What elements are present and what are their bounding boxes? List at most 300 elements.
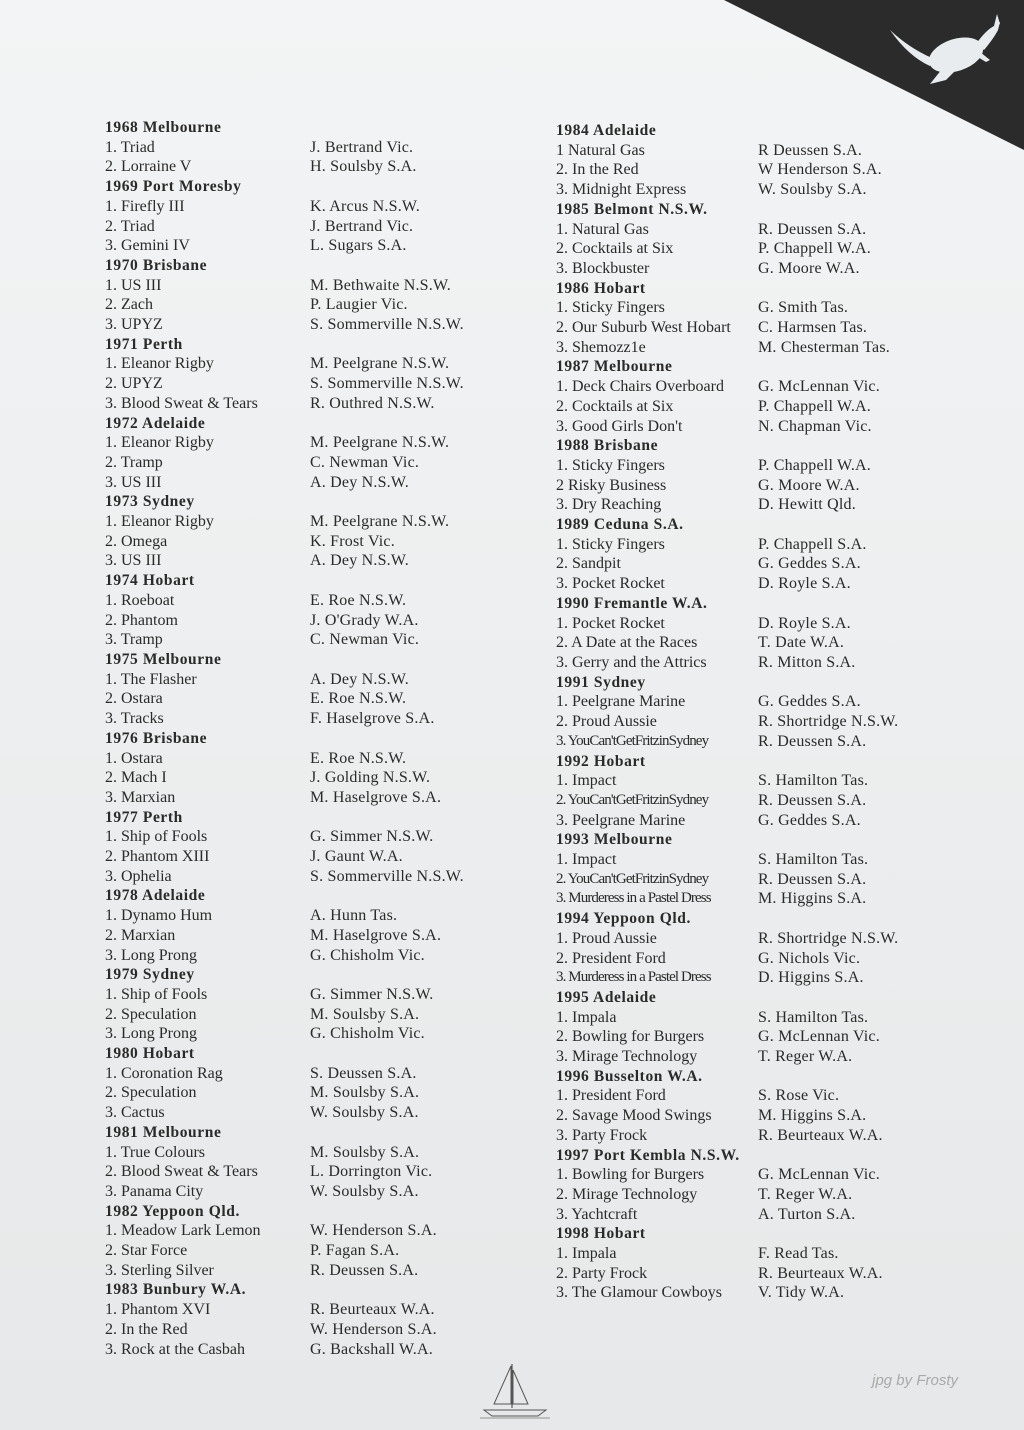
skipper-name: M. Higgins S.A.: [758, 890, 867, 908]
boat-name: 3. Tracks: [105, 710, 164, 728]
skipper-name: G. McLennan Vic.: [758, 1166, 880, 1184]
skipper-name: K. Arcus N.S.W.: [310, 197, 420, 215]
skipper-name: G. Moore W.A.: [758, 476, 860, 494]
boat-name: 3. Marxian: [105, 788, 176, 806]
skipper-name: R. Deussen S.A.: [758, 791, 867, 809]
result-row: [556, 1008, 996, 1028]
skipper-name: E. Roe N.S.W.: [310, 591, 407, 609]
boat-name: 3. US III: [105, 473, 162, 491]
skipper-name: G. McLennan Vic.: [758, 1028, 880, 1046]
boat-name: 1 Natural Gas: [556, 141, 645, 159]
boat-name: 1. Sticky Fingers: [556, 456, 665, 474]
boat-name: 3. YouCan'tGetFritzinSydney: [556, 732, 709, 749]
championship-year-heading: 1975 Melbourne: [105, 650, 222, 668]
boat-name: 2. Cocktails at Six: [556, 397, 674, 415]
skipper-name: S. Deussen S.A.: [310, 1064, 417, 1082]
boat-name: 3. Yachtcraft: [556, 1205, 638, 1223]
skipper-name: S. Rose Vic.: [758, 1087, 840, 1105]
boat-name: 3. Mirage Technology: [556, 1048, 698, 1066]
result-row: [105, 906, 525, 926]
skipper-name: R. Deussen S.A.: [758, 220, 867, 238]
skipper-name: V. Tidy W.A.: [758, 1284, 845, 1302]
result-row: [556, 1165, 996, 1185]
result-row: [556, 554, 996, 574]
result-row: [105, 197, 525, 217]
boat-name: 3. Good Girls Don't: [556, 417, 683, 435]
championship-year-heading: 1991 Sydney: [556, 673, 646, 691]
championship-year-heading: 1989 Ceduna S.A.: [556, 516, 684, 534]
result-row: [556, 771, 996, 791]
result-row: [556, 180, 996, 200]
skipper-name: R. Outhred N.S.W.: [310, 394, 435, 412]
results-column-left: [105, 118, 525, 1359]
skipper-name: G. McLennan Vic.: [758, 378, 880, 396]
boat-name: 3. UPYZ: [105, 316, 163, 334]
boat-name: 2. Mirage Technology: [556, 1185, 698, 1203]
skipper-name: A. Dey N.S.W.: [310, 670, 409, 688]
result-row: [105, 867, 525, 887]
boat-name: 2. Cocktails at Six: [556, 240, 674, 258]
result-row: [105, 749, 525, 769]
championship-year-heading: 1971 Perth: [105, 335, 183, 353]
result-row: [556, 614, 996, 634]
result-row: [556, 338, 996, 358]
boat-name: 1. Impact: [556, 772, 617, 790]
result-row: [556, 791, 996, 811]
skipper-name: W. Soulsby S.A.: [310, 1182, 419, 1200]
championship-year-heading: 1987 Melbourne: [556, 358, 673, 376]
result-row: [556, 574, 996, 594]
boat-name: 1. Eleanor Rigby: [105, 434, 214, 452]
skipper-name: R. Beurteaux W.A.: [758, 1126, 883, 1144]
result-row: [105, 788, 525, 808]
result-row: [105, 827, 525, 847]
championship-year-heading: 1998 Hobart: [556, 1225, 646, 1243]
skipper-name: G. Simmer N.S.W.: [310, 985, 434, 1003]
result-row: [556, 456, 996, 476]
skipper-name: C. Harmsen Tas.: [758, 319, 868, 337]
result-row: [105, 591, 525, 611]
boat-name: 1. US III: [105, 276, 162, 294]
skipper-name: M. Chesterman Tas.: [758, 338, 890, 356]
result-row: [556, 220, 996, 240]
skipper-name: G. Geddes S.A.: [758, 693, 861, 711]
boat-name: 3. Blood Sweat & Tears: [105, 394, 258, 412]
skipper-name: M. Peelgrane N.S.W.: [310, 355, 450, 373]
result-row: [105, 1143, 525, 1163]
boat-name: 3. Long Prong: [105, 946, 197, 964]
championship-year-heading: 1994 Yeppoon Qld.: [556, 910, 691, 928]
boat-name: 3. The Glamour Cowboys: [556, 1284, 722, 1302]
skipper-name: L. Dorrington Vic.: [310, 1163, 433, 1181]
championship-year-heading: 1982 Yeppoon Qld.: [105, 1202, 240, 1220]
result-row: [105, 453, 525, 473]
result-row: [105, 1261, 525, 1281]
result-row: [105, 138, 525, 158]
boat-name: 1. Impact: [556, 851, 617, 869]
skipper-name: R. Beurteaux W.A.: [758, 1264, 883, 1282]
championship-year-heading: 1980 Hobart: [105, 1045, 195, 1063]
result-row: [105, 1340, 525, 1360]
boat-name: 2. Speculation: [105, 1005, 197, 1023]
result-row: [556, 1185, 996, 1205]
boat-name: 3. Rock at the Casbah: [105, 1340, 245, 1358]
boat-name: 3. US III: [105, 552, 162, 570]
boat-name: 2. Tramp: [105, 453, 163, 471]
boat-name: 2. Lorraine V: [105, 158, 192, 176]
championship-year-heading: 1972 Adelaide: [105, 414, 206, 432]
skipper-name: L. Sugars S.A.: [310, 237, 407, 255]
skipper-name: K. Frost Vic.: [310, 532, 395, 550]
championship-year-heading: 1986 Hobart: [556, 279, 646, 297]
skipper-name: W. Soulsby S.A.: [310, 1104, 419, 1122]
skipper-name: P. Chappell W.A.: [758, 397, 871, 415]
skipper-name: D. Higgins S.A.: [758, 969, 864, 987]
result-row: [105, 768, 525, 788]
skipper-name: H. Soulsby S.A.: [310, 158, 417, 176]
result-row: [105, 1241, 525, 1261]
boat-name: 3. Murderess in a Pastel Dress: [556, 890, 711, 907]
result-row: [556, 1047, 996, 1067]
skipper-name: E. Roe N.S.W.: [310, 690, 407, 708]
boat-name: 1. Roeboat: [105, 591, 175, 609]
skipper-name: W. Henderson S.A.: [310, 1222, 437, 1240]
boat-name: 2. Our Suburb West Hobart: [556, 319, 731, 337]
result-row: [556, 298, 996, 318]
skipper-name: P. Fagan S.A.: [310, 1242, 400, 1260]
skipper-name: C. Newman Vic.: [310, 631, 420, 649]
skipper-name: D. Royle S.A.: [758, 614, 851, 632]
result-row: [105, 354, 525, 374]
boat-name: 2. President Ford: [556, 949, 666, 967]
championship-year-heading: 1973 Sydney: [105, 493, 195, 511]
championship-year-heading: 1974 Hobart: [105, 572, 195, 590]
championship-year-heading: 1984 Adelaide: [556, 122, 657, 139]
boat-name: 2. Party Frock: [556, 1264, 648, 1282]
result-row: [556, 1264, 996, 1284]
result-row: [105, 236, 525, 256]
boat-name: 1. Sticky Fingers: [556, 299, 665, 317]
skipper-name: R. Deussen S.A.: [758, 732, 867, 750]
skipper-name: G. Geddes S.A.: [758, 811, 861, 829]
skipper-name: G. Geddes S.A.: [758, 555, 861, 573]
skipper-name: G. Chisholm Vic.: [310, 946, 425, 964]
result-row: [556, 1126, 996, 1146]
boat-name: 2. YouCan'tGetFritzinSydney: [556, 791, 709, 808]
championship-year-heading: 1985 Belmont N.S.W.: [556, 200, 708, 218]
skipper-name: T. Reger W.A.: [758, 1048, 853, 1066]
skipper-name: J. Bertrand Vic.: [310, 217, 414, 235]
boat-name: 2. Bowling for Burgers: [556, 1028, 705, 1046]
skipper-name: M. Haselgrove S.A.: [310, 926, 442, 944]
boat-name: 3. Pocket Rocket: [556, 575, 665, 593]
boat-name: 3. Tramp: [105, 631, 163, 649]
result-row: [556, 1106, 996, 1126]
boat-name: 2. Mach I: [105, 769, 167, 787]
skipper-name: A. Dey N.S.W.: [310, 473, 409, 491]
boat-name: 2. Zach: [105, 296, 153, 314]
skipper-name: G. Nichols Vic.: [758, 949, 861, 967]
boat-name: 2. Savage Mood Swings: [556, 1107, 712, 1125]
skipper-name: S. Sommerville N.S.W.: [310, 867, 464, 885]
championship-year-heading: 1969 Port Moresby: [105, 178, 242, 196]
skipper-name: P. Chappell S.A.: [758, 535, 867, 553]
boat-name: 3. Shemozz1e: [556, 338, 646, 356]
boat-name: 3. Dry Reaching: [556, 496, 662, 514]
championship-year-heading: 1988 Brisbane: [556, 437, 659, 455]
result-row: [105, 1162, 525, 1182]
skipper-name: G. Simmer N.S.W.: [310, 828, 434, 846]
boat-name: 3. Murderess in a Pastel Dress: [556, 969, 711, 986]
skipper-name: D. Royle S.A.: [758, 575, 851, 593]
boat-name: 1. Phantom XVI: [105, 1301, 211, 1319]
result-row: [556, 495, 996, 515]
result-row: [105, 217, 525, 237]
skipper-name: E. Roe N.S.W.: [310, 749, 407, 767]
boat-name: 1. Ship of Fools: [105, 828, 208, 846]
boat-name: 2. Proud Aussie: [556, 713, 657, 731]
boat-name: 3. Sterling Silver: [105, 1261, 214, 1279]
boat-name: 1. Coronation Rag: [105, 1064, 223, 1082]
result-row: [105, 315, 525, 335]
boat-name: 1. President Ford: [556, 1087, 666, 1105]
result-row: [105, 394, 525, 414]
championship-year-heading: 1978 Adelaide: [105, 887, 206, 905]
result-row: [105, 670, 525, 690]
result-row: [556, 929, 996, 949]
result-row: [556, 653, 996, 673]
skipper-name: W Henderson S.A.: [758, 161, 882, 179]
result-row: [556, 968, 996, 988]
boat-name: 1. Meadow Lark Lemon: [105, 1222, 261, 1240]
boat-name: 1. Bowling for Burgers: [556, 1166, 705, 1184]
skipper-name: J. Golding N.S.W.: [310, 769, 431, 787]
skipper-name: C. Newman Vic.: [310, 453, 420, 471]
boat-name: 1. Firefly III: [105, 197, 185, 215]
boat-name: 2. In the Red: [105, 1320, 188, 1338]
result-row: [556, 535, 996, 555]
result-row: [556, 417, 996, 437]
boat-name: 2. Phantom XIII: [105, 848, 210, 866]
boat-name: 1. Natural Gas: [556, 220, 649, 238]
result-row: [556, 870, 996, 890]
result-row: [105, 1182, 525, 1202]
championship-year-heading: 1979 Sydney: [105, 966, 195, 984]
result-row: [556, 318, 996, 338]
skipper-name: W. Soulsby S.A.: [758, 181, 867, 199]
boat-name: 1. Deck Chairs Overboard: [556, 378, 724, 396]
skipper-name: R. Shortridge N.S.W.: [758, 713, 899, 731]
skipper-name: J. Gaunt W.A.: [310, 848, 403, 866]
boat-name: 3. Gemini IV: [105, 237, 190, 255]
skipper-name: M. Bethwaite N.S.W.: [310, 276, 451, 294]
result-row: [556, 1205, 996, 1225]
skipper-name: A. Turton S.A.: [758, 1205, 856, 1223]
result-row: [105, 551, 525, 571]
skipper-name: S. Sommerville N.S.W.: [310, 375, 464, 393]
result-row: [105, 946, 525, 966]
boat-name: 3. Ophelia: [105, 867, 172, 885]
skipper-name: M. Higgins S.A.: [758, 1107, 867, 1125]
boat-name: 1. Impala: [556, 1245, 617, 1263]
championship-year-heading: 1993 Melbourne: [556, 831, 673, 849]
result-row: [105, 473, 525, 493]
boat-name: 2. YouCan'tGetFritzinSydney: [556, 870, 709, 887]
boat-name: 2. In the Red: [556, 161, 639, 179]
skipper-name: S. Hamilton Tas.: [758, 1008, 869, 1026]
result-row: [105, 611, 525, 631]
result-row: [105, 512, 525, 532]
championship-year-heading: 1990 Fremantle W.A.: [556, 594, 708, 612]
result-row: [556, 476, 996, 496]
result-row: [105, 433, 525, 453]
skipper-name: S. Sommerville N.S.W.: [310, 316, 464, 334]
skipper-name: T. Date W.A.: [758, 634, 845, 652]
result-row: [105, 157, 525, 177]
skipper-name: S. Hamilton Tas.: [758, 772, 869, 790]
skipper-name: P. Laugier Vic.: [310, 296, 408, 314]
boat-name: 1. Sticky Fingers: [556, 535, 665, 553]
boat-name: 1. Ship of Fools: [105, 985, 208, 1003]
boat-name: 2. Speculation: [105, 1084, 197, 1102]
boat-name: 1. Proud Aussie: [556, 929, 657, 947]
result-row: [556, 712, 996, 732]
result-row: [556, 141, 996, 161]
result-row: [556, 732, 996, 752]
result-row: [556, 1283, 996, 1303]
result-row: [105, 1221, 525, 1241]
skipper-name: A. Dey N.S.W.: [310, 552, 409, 570]
skipper-name: S. Hamilton Tas.: [758, 851, 869, 869]
boat-name: 1. Triad: [105, 138, 155, 156]
skipper-name: R. Beurteaux W.A.: [310, 1301, 435, 1319]
result-row: [556, 850, 996, 870]
skipper-name: M. Soulsby S.A.: [310, 1084, 420, 1102]
result-row: [556, 889, 996, 909]
boat-name: 3. Long Prong: [105, 1025, 197, 1043]
boat-name: 1. Eleanor Rigby: [105, 513, 214, 531]
skipper-name: G. Backshall W.A.: [310, 1340, 433, 1358]
result-row: [105, 1005, 525, 1025]
result-row: [105, 374, 525, 394]
skipper-name: G. Chisholm Vic.: [310, 1025, 425, 1043]
boat-name: 2. Sandpit: [556, 555, 621, 573]
result-row: [105, 847, 525, 867]
skipper-name: T. Reger W.A.: [758, 1185, 853, 1203]
result-row: [556, 811, 996, 831]
result-row: [105, 532, 525, 552]
championship-year-heading: 1995 Adelaide: [556, 988, 657, 1006]
boat-name: 2. A Date at the Races: [556, 634, 698, 652]
championship-year-heading: 1976 Brisbane: [105, 729, 208, 747]
skipper-name: G. Smith Tas.: [758, 299, 849, 317]
skipper-name: J. O'Grady W.A.: [310, 611, 419, 629]
result-row: [105, 1083, 525, 1103]
skipper-name: A. Hunn Tas.: [310, 907, 398, 925]
skipper-name: F. Haselgrove S.A.: [310, 710, 435, 728]
result-row: [556, 397, 996, 417]
result-row: [105, 709, 525, 729]
result-row: [556, 239, 996, 259]
boat-name: 2. UPYZ: [105, 375, 163, 393]
result-row: [105, 1024, 525, 1044]
photo-credit: jpg by Frosty: [872, 1372, 958, 1389]
result-row: [556, 633, 996, 653]
championship-year-heading: 1983 Bunbury W.A.: [105, 1281, 247, 1299]
boat-name: 1. Impala: [556, 1008, 617, 1026]
boat-name: 1. Ostara: [105, 749, 163, 767]
championship-year-heading: 1992 Hobart: [556, 752, 646, 770]
result-row: [556, 1027, 996, 1047]
result-row: [556, 1244, 996, 1264]
sailboat-icon: [480, 1360, 550, 1420]
boat-name: 2. Marxian: [105, 926, 176, 944]
skipper-name: R Deussen S.A.: [758, 141, 863, 159]
skipper-name: F. Read Tas.: [758, 1245, 839, 1263]
championship-year-heading: 1970 Brisbane: [105, 256, 208, 274]
skipper-name: P. Chappell W.A.: [758, 456, 871, 474]
championship-year-heading: 1996 Busselton W.A.: [556, 1067, 703, 1085]
boat-name: 3. Midnight Express: [556, 181, 687, 199]
result-row: [105, 689, 525, 709]
boat-name: 2. Triad: [105, 217, 155, 235]
skipper-name: M. Haselgrove S.A.: [310, 788, 442, 806]
result-row: [556, 692, 996, 712]
championship-year-heading: 1997 Port Kembla N.S.W.: [556, 1146, 740, 1164]
result-row: [105, 1320, 525, 1340]
result-row: [105, 630, 525, 650]
boat-name: 3. Peelgrane Marine: [556, 811, 686, 829]
skipper-name: D. Hewitt Qld.: [758, 496, 856, 514]
boat-name: 3. Gerry and the Attrics: [556, 653, 707, 671]
skipper-name: M. Peelgrane N.S.W.: [310, 434, 450, 452]
result-row: [556, 259, 996, 279]
result-row: [556, 1086, 996, 1106]
result-row: [105, 295, 525, 315]
boat-name: 1. True Colours: [105, 1143, 206, 1161]
result-row: [105, 985, 525, 1005]
result-row: [556, 160, 996, 180]
boat-name: 1. Dynamo Hum: [105, 907, 213, 925]
boat-name: 2 Risky Business: [556, 476, 667, 494]
result-row: [556, 377, 996, 397]
skipper-name: M. Soulsby S.A.: [310, 1143, 420, 1161]
boat-name: 2. Star Force: [105, 1242, 188, 1260]
boat-name: 3. Cactus: [105, 1104, 165, 1122]
boat-name: 1. The Flasher: [105, 670, 197, 688]
result-row: [105, 1103, 525, 1123]
boat-name: 2. Phantom: [105, 611, 178, 629]
boat-name: 2. Blood Sweat & Tears: [105, 1163, 258, 1181]
result-row: [105, 276, 525, 296]
result-row: [105, 926, 525, 946]
skipper-name: R. Shortridge N.S.W.: [758, 929, 899, 947]
results-column-right: [556, 121, 996, 1303]
skipper-name: J. Bertrand Vic.: [310, 138, 414, 156]
skipper-name: G. Moore W.A.: [758, 259, 860, 277]
skipper-name: M. Soulsby S.A.: [310, 1005, 420, 1023]
skipper-name: R. Deussen S.A.: [758, 870, 867, 888]
result-row: [105, 1064, 525, 1084]
championship-year-heading: 1968 Melbourne: [105, 119, 222, 136]
boat-name: 1. Peelgrane Marine: [556, 693, 686, 711]
boat-name: 3. Panama City: [105, 1182, 204, 1200]
boat-name: 2. Omega: [105, 532, 168, 550]
result-row: [556, 949, 996, 969]
result-row: [105, 1300, 525, 1320]
skipper-name: M. Peelgrane N.S.W.: [310, 513, 450, 531]
boat-name: 3. Blockbuster: [556, 259, 650, 277]
